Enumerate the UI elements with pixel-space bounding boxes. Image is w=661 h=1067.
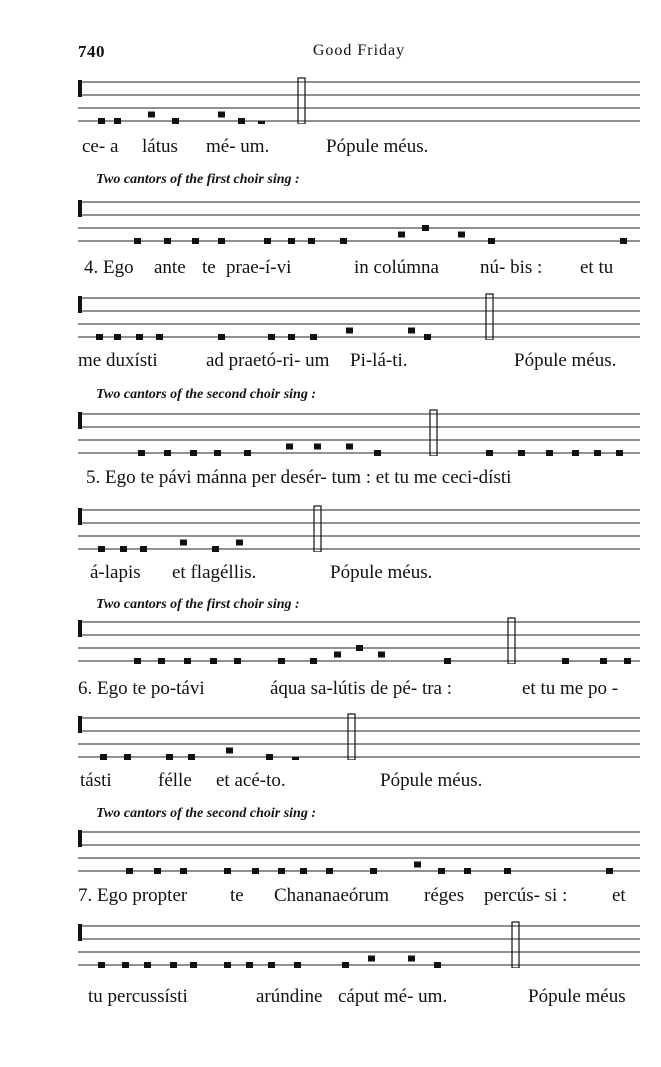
lyric-syllable: arúndine <box>256 986 323 1007</box>
lyric-line-3 <box>78 350 648 374</box>
lyric-syllable: félle <box>158 770 192 791</box>
neume-punctum <box>294 962 301 968</box>
neume-punctum <box>258 121 265 124</box>
neume-punctum <box>234 658 241 664</box>
running-title: Good Friday <box>312 42 406 59</box>
lyric-syllable: áqua sa-lútis de pé- tra : <box>270 678 453 699</box>
neume-punctum <box>356 645 363 651</box>
neume-staff <box>78 196 640 244</box>
lyric-syllable: ce- a <box>82 136 119 157</box>
neume-punctum <box>438 868 445 874</box>
lyric-syllable: Pópule méus. <box>380 770 483 791</box>
lyric-syllable: et <box>612 885 626 906</box>
neume-punctum <box>310 658 317 664</box>
lyric-line-1 <box>78 136 648 160</box>
lyric-syllable: mé- um. <box>206 136 270 157</box>
neume-punctum <box>458 232 465 238</box>
lyric-line-9 <box>78 986 648 1010</box>
neume-punctum <box>164 450 171 456</box>
neume-punctum <box>156 334 163 340</box>
neume-punctum <box>486 450 493 456</box>
neume-punctum <box>334 652 341 658</box>
neume-punctum <box>180 540 187 546</box>
neume-punctum <box>134 238 141 244</box>
lyric-syllable: réges <box>424 885 465 906</box>
page-header <box>78 42 640 66</box>
neume-punctum <box>244 450 251 456</box>
neume-punctum <box>288 334 295 340</box>
c-clef-icon <box>78 924 82 941</box>
c-clef-icon <box>78 412 82 429</box>
neume-punctum <box>408 328 415 334</box>
neume-punctum <box>96 334 103 340</box>
rubric: Two cantors of the second choir sing : <box>96 387 316 402</box>
lyric-syllable: me duxísti <box>78 350 158 371</box>
neume-punctum <box>572 450 579 456</box>
neume-punctum <box>342 962 349 968</box>
neume-staff <box>78 712 640 760</box>
double-bar <box>512 922 519 968</box>
neume-punctum <box>120 546 127 552</box>
c-clef-icon <box>78 508 82 525</box>
neume-punctum <box>374 450 381 456</box>
neume-punctum <box>268 962 275 968</box>
lyric-line-5 <box>78 562 648 586</box>
neume-punctum <box>218 334 225 340</box>
neume-staff <box>78 504 640 552</box>
lyric-line-2 <box>78 257 648 281</box>
neume-punctum <box>238 118 245 124</box>
double-bar <box>486 294 493 340</box>
neume-punctum <box>136 334 143 340</box>
neume-punctum <box>624 658 631 664</box>
neume-punctum <box>172 118 179 124</box>
neume-punctum <box>288 238 295 244</box>
neume-punctum <box>398 232 405 238</box>
double-bar <box>508 618 515 664</box>
neume-punctum <box>292 757 299 760</box>
neume-punctum <box>218 112 225 118</box>
lyric-syllable: tásti <box>80 770 112 791</box>
neume-punctum <box>134 658 141 664</box>
neume-punctum <box>114 118 121 124</box>
lyric-line-8 <box>78 885 648 909</box>
lyric-syllable: tu percussísti <box>88 986 188 1007</box>
neume-punctum <box>158 658 165 664</box>
lyric-syllable: 5. Ego te pávi mánna per desér- tum : et tu me ceci-dísti <box>86 467 512 488</box>
lyric-syllable: cáput mé- um. <box>338 986 448 1007</box>
neume-punctum <box>138 450 145 456</box>
neume-punctum <box>188 754 195 760</box>
lyric-syllable: percús- si : <box>484 885 568 906</box>
neume-punctum <box>616 450 623 456</box>
neume-punctum <box>620 238 627 244</box>
neume-punctum <box>114 334 121 340</box>
lyric-syllable: 6. Ego te po-távi <box>78 678 205 699</box>
neume-punctum <box>214 450 221 456</box>
neume-punctum <box>594 450 601 456</box>
neume-punctum <box>368 956 375 962</box>
lyric-syllable: et tu <box>580 257 614 278</box>
neume-punctum <box>98 546 105 552</box>
neume-punctum <box>488 238 495 244</box>
neume-punctum <box>278 658 285 664</box>
neume-staff <box>78 76 640 124</box>
chant-staff-3 <box>78 292 640 340</box>
double-bar <box>298 78 305 124</box>
lyric-syllable: te <box>230 885 244 906</box>
lyric-syllable: prae-í-vi <box>226 257 292 278</box>
lyric-syllable: látus <box>142 136 178 157</box>
c-clef-icon <box>78 80 82 97</box>
neume-punctum <box>212 546 219 552</box>
neume-punctum <box>144 962 151 968</box>
lyric-line-7 <box>78 770 648 794</box>
neume-punctum <box>310 334 317 340</box>
chant-staff-5 <box>78 504 640 552</box>
lyric-syllable: nú- bis : <box>480 257 543 278</box>
neume-staff <box>78 616 640 664</box>
neume-punctum <box>140 546 147 552</box>
neume-staff <box>78 408 640 456</box>
neume-punctum <box>424 334 431 340</box>
neume-punctum <box>562 658 569 664</box>
neume-punctum <box>246 962 253 968</box>
lyric-syllable: Pópule méus. <box>330 562 433 583</box>
neume-punctum <box>546 450 553 456</box>
lyric-syllable: in colúmna <box>354 257 439 278</box>
c-clef-icon <box>78 620 82 637</box>
neume-punctum <box>164 238 171 244</box>
neume-punctum <box>346 328 353 334</box>
neume-punctum <box>224 868 231 874</box>
chant-staff-7 <box>78 712 640 760</box>
lyric-syllable: ad praetó-ri- um <box>206 350 330 371</box>
neume-punctum <box>504 868 511 874</box>
neume-punctum <box>210 658 217 664</box>
lyric-syllable: et flagéllis. <box>172 562 257 583</box>
neume-punctum <box>408 956 415 962</box>
neume-punctum <box>226 748 233 754</box>
double-bar <box>314 506 321 552</box>
neume-punctum <box>278 868 285 874</box>
neume-punctum <box>464 868 471 874</box>
neume-punctum <box>340 238 347 244</box>
neume-punctum <box>252 868 259 874</box>
neume-punctum <box>268 334 275 340</box>
neume-punctum <box>218 238 225 244</box>
neume-punctum <box>122 962 129 968</box>
neume-punctum <box>190 450 197 456</box>
neume-punctum <box>300 868 307 874</box>
rubric: Two cantors of the first choir sing : <box>96 597 300 612</box>
neume-punctum <box>100 754 107 760</box>
neume-punctum <box>422 225 429 231</box>
lyric-syllable: ante <box>154 257 186 278</box>
lyric-line-6 <box>78 678 648 702</box>
lyric-syllable: Chananaeórum <box>274 885 390 906</box>
neume-punctum <box>434 962 441 968</box>
neume-punctum <box>518 450 525 456</box>
c-clef-icon <box>78 830 82 847</box>
chant-staff-1 <box>78 76 640 124</box>
neume-punctum <box>314 444 321 450</box>
neume-punctum <box>170 962 177 968</box>
lyric-syllable: Pi-lá-ti. <box>350 350 408 371</box>
chant-staff-2 <box>78 196 640 244</box>
neume-punctum <box>606 868 613 874</box>
chant-staff-6 <box>78 616 640 664</box>
chant-staff-4 <box>78 408 640 456</box>
neume-punctum <box>370 868 377 874</box>
c-clef-icon <box>78 200 82 217</box>
neume-punctum <box>148 112 155 118</box>
lyric-syllable: á-lapis <box>90 562 141 583</box>
neume-punctum <box>308 238 315 244</box>
neume-punctum <box>184 658 191 664</box>
chant-staff-9 <box>78 920 640 968</box>
lyric-syllable: Pópule méus. <box>514 350 617 371</box>
lyric-syllable: 7. Ego propter <box>78 885 188 906</box>
lyric-syllable: Pópule méus <box>528 986 626 1007</box>
neume-punctum <box>326 868 333 874</box>
neume-punctum <box>266 754 273 760</box>
page-number: 740 <box>78 42 105 61</box>
c-clef-icon <box>78 296 82 313</box>
neume-punctum <box>414 862 421 868</box>
neume-punctum <box>264 238 271 244</box>
chant-staff-8 <box>78 826 640 874</box>
lyric-syllable: et tu me po - <box>522 678 619 699</box>
double-bar <box>348 714 355 760</box>
neume-punctum <box>180 868 187 874</box>
neume-staff <box>78 292 640 340</box>
c-clef-icon <box>78 716 82 733</box>
lyric-syllable: te <box>202 257 216 278</box>
lyric-line-4 <box>78 467 648 491</box>
lyric-syllable: et acé-to. <box>216 770 286 791</box>
rubric: Two cantors of the second choir sing : <box>96 806 316 821</box>
neume-punctum <box>286 444 293 450</box>
neume-punctum <box>98 118 105 124</box>
neume-punctum <box>154 868 161 874</box>
neume-punctum <box>236 540 243 546</box>
neume-punctum <box>192 238 199 244</box>
lyric-syllable: 4. Ego <box>84 257 134 278</box>
neume-punctum <box>346 444 353 450</box>
neume-punctum <box>224 962 231 968</box>
neume-staff <box>78 826 640 874</box>
neume-punctum <box>98 962 105 968</box>
neume-punctum <box>378 652 385 658</box>
neume-punctum <box>166 754 173 760</box>
neume-punctum <box>126 868 133 874</box>
neume-punctum <box>190 962 197 968</box>
neume-punctum <box>600 658 607 664</box>
rubric: Two cantors of the first choir sing : <box>96 172 300 187</box>
neume-punctum <box>444 658 451 664</box>
neume-punctum <box>124 754 131 760</box>
lyric-syllable: Pópule méus. <box>326 136 429 157</box>
neume-staff <box>78 920 640 968</box>
double-bar <box>430 410 437 456</box>
